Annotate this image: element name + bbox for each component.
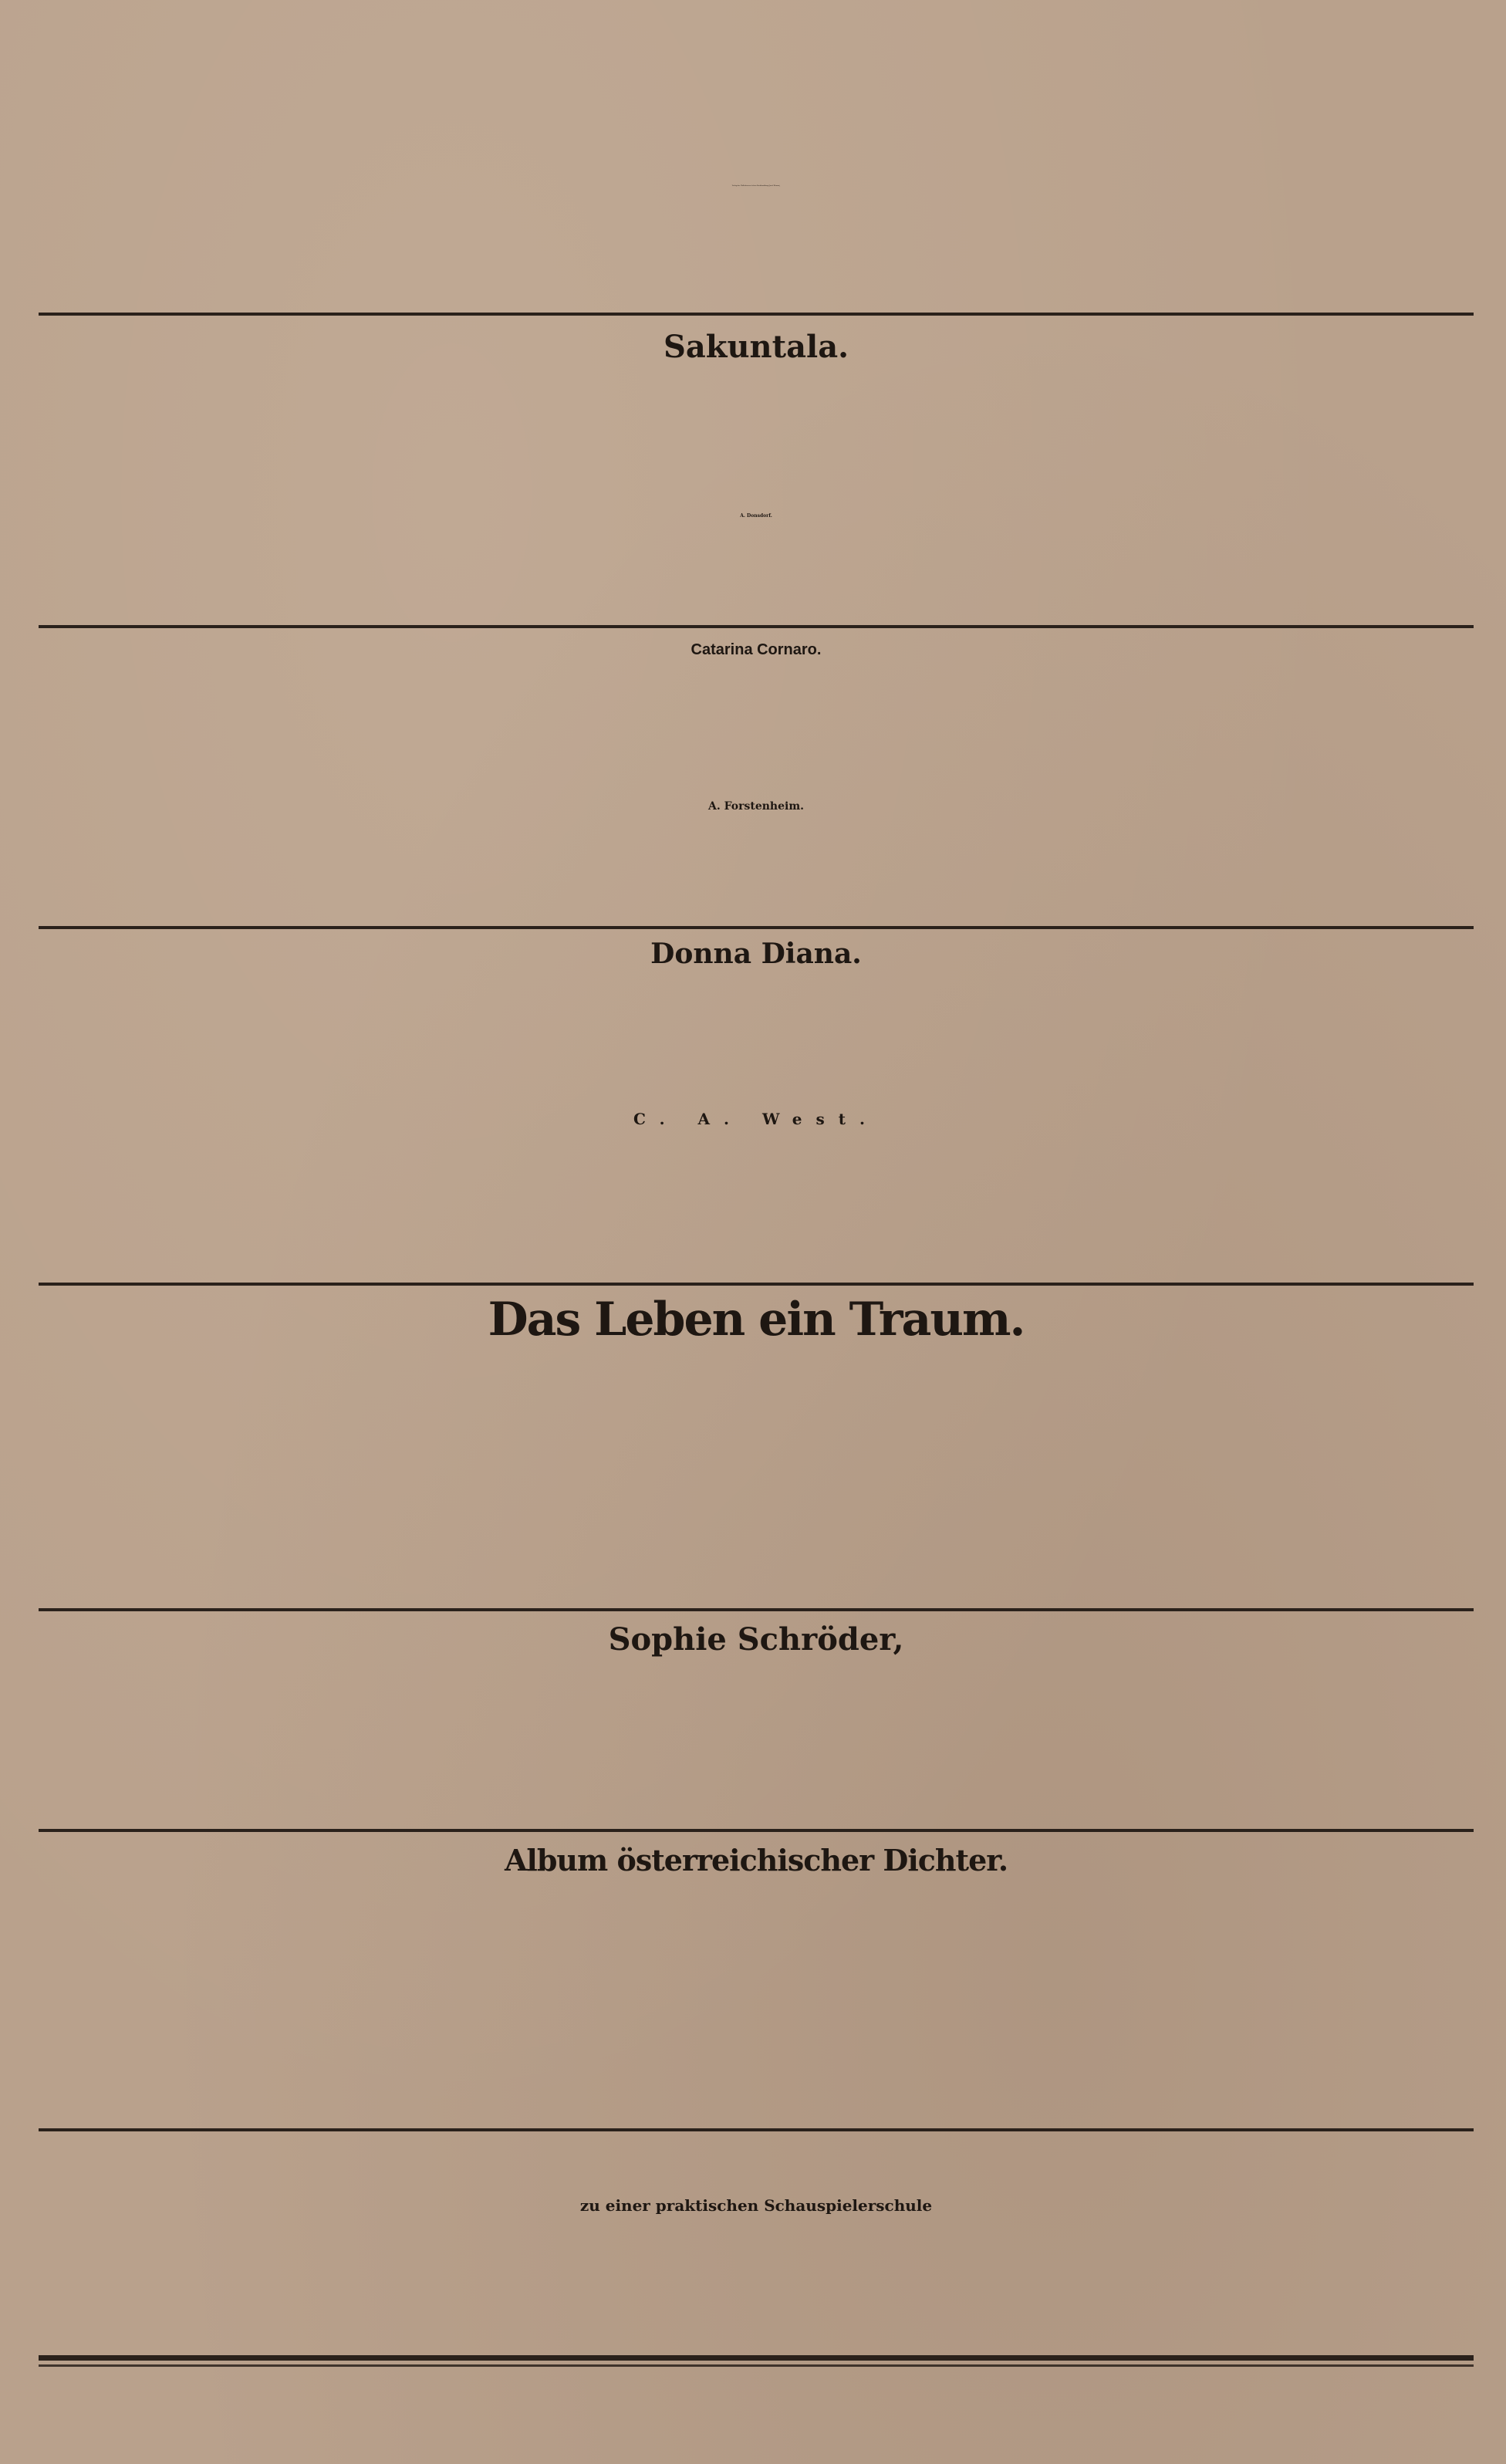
divider xyxy=(39,1283,1474,1286)
publisher-line: Verlag der Wallishausser'schen Buchhandlung (Josef Klemm), xyxy=(731,185,781,187)
divider xyxy=(39,313,1474,316)
entry-title: Album österreichischer Dichter. xyxy=(504,1843,1008,1878)
divider xyxy=(39,1829,1474,1832)
entry-title: zu einer praktischen Schauspielerschule xyxy=(579,2196,933,2215)
divider xyxy=(39,926,1474,929)
double-rule-top xyxy=(39,2355,1474,2361)
entry-author: A. Donsdorf. xyxy=(740,513,772,519)
entry-title: Catarina Cornaro. xyxy=(691,641,822,658)
divider xyxy=(39,625,1474,628)
entry-author: A. Forstenheim. xyxy=(707,800,805,813)
entry-title: Donna Diana. xyxy=(650,938,862,970)
entry-title: Sakuntala. xyxy=(663,329,849,365)
double-rule-bottom xyxy=(39,2364,1474,2367)
entry-title: Das Leben ein Traum. xyxy=(488,1293,1025,1347)
entry-title: Sophie Schröder, xyxy=(608,1621,904,1658)
divider xyxy=(39,1608,1474,1611)
title-page xyxy=(39,0,1474,2464)
entry-author: C. A. West. xyxy=(633,1110,879,1128)
divider xyxy=(39,2128,1474,2131)
